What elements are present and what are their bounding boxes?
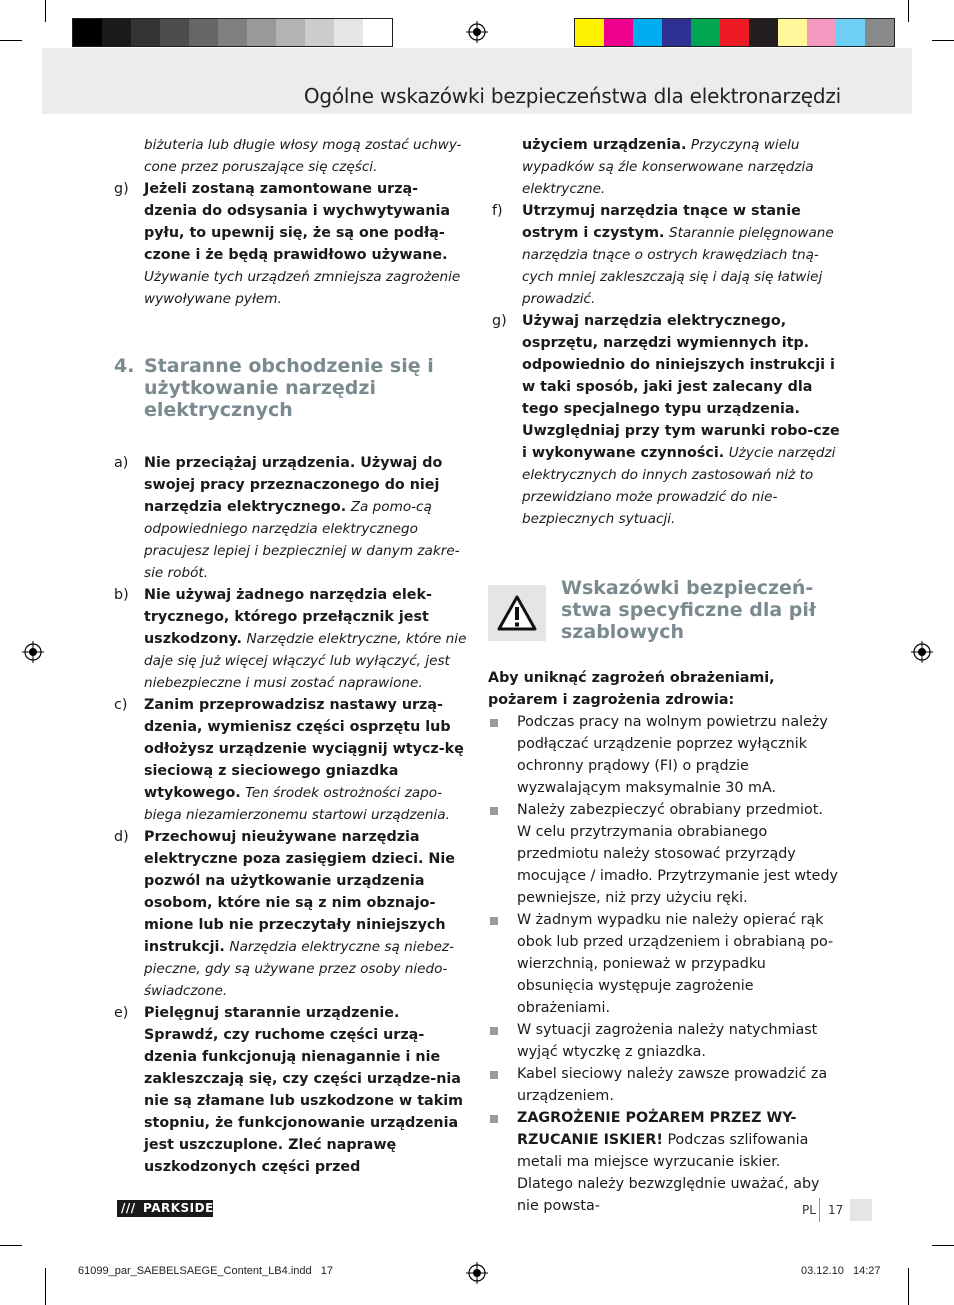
list-item-b	[110, 584, 470, 694]
footer-grey-box	[850, 1199, 872, 1221]
color-swatch	[720, 19, 749, 46]
intro-paragraph: Aby uniknąć zagrożeń obrażeniami, pożarem i zagrożenia zdrowia:	[488, 670, 775, 708]
color-swatch	[865, 19, 894, 46]
bullet-square-icon	[490, 719, 498, 727]
item-bold-text: Przechowuj nieużywane narzędzia elektryczne poza zasięgiem dzieci. Nie pozwól na użytkowanie urządzenia osobom, które nie są z nim obznajo-mione lub nie przeczytały niniejszych instrukcji.	[144, 829, 455, 955]
slug-date: 03.12.10 14:27	[801, 1265, 881, 1277]
bullet-square-icon	[490, 807, 498, 815]
registration-mark-icon	[466, 1262, 488, 1284]
bullet-item	[488, 1063, 840, 1107]
crop-mark	[0, 40, 22, 41]
bullet-text: Podczas szlifowania metali ma miejsce wyrzucanie iskier. Dlatego należy bezwzględnie uważać, aby nie powsta-	[517, 1132, 820, 1214]
parkside-logo	[117, 1200, 213, 1217]
color-swatch	[276, 19, 305, 46]
crop-mark	[0, 1245, 22, 1246]
logo-text: PARKSIDE	[143, 1201, 214, 1215]
item-italic-text: Ten środek ostrożności zapo-biega niezamierzonemu startowi urządzenia.	[144, 785, 450, 823]
item-italic-text: Narzędzia elektryczne są niebez-pieczne, gdy są używane przez osoby niedo-świadczone.	[144, 939, 454, 999]
color-swatch	[73, 19, 102, 46]
slug-filename: 61099_par_SAEBELSAEGE_Content_LB4.indd 17	[78, 1265, 334, 1277]
footer-divider	[819, 1198, 820, 1222]
color-swatch	[691, 19, 720, 46]
color-swatch	[305, 19, 334, 46]
page-title: Ogólne wskazówki bezpieczeństwa dla elektronarzędzi	[303, 84, 841, 108]
color-swatch	[160, 19, 189, 46]
bullet-item	[488, 711, 840, 799]
list-item-f	[488, 200, 840, 310]
logo-slashes: ///	[121, 1201, 136, 1215]
color-swatch	[218, 19, 247, 46]
list-item-g	[110, 178, 470, 310]
list-item-e-continued	[488, 134, 840, 200]
list-item-c	[110, 694, 470, 826]
item-bold-text: Utrzymuj narzędzia tnące w stanie ostrym i czystym.	[522, 203, 801, 241]
bullet-text: W żadnym wypadku nie należy opierać rąk obok lub przed urządzeniem i obrabianą po-wierzchnią, ponieważ w przypadku obsunięcia występuje zagrożenie obrażeniami.	[517, 912, 834, 1016]
bullet-list	[488, 711, 840, 1217]
color-swatch	[189, 19, 218, 46]
item-label: d)	[114, 829, 129, 845]
item-bold-text: użyciem urządzenia.	[522, 137, 687, 153]
color-swatch	[633, 19, 662, 46]
item-italic-text: Używanie tych urządzeń zmniejsza zagrożenie wywoływane pyłem.	[144, 269, 461, 307]
bullet-square-icon	[490, 917, 498, 925]
item-label: f)	[492, 203, 503, 219]
item-bold-text: Nie przeciążaj urządzenia. Używaj do swojej pracy przeznaczonego do niej narzędzia elektrycznego.	[144, 455, 443, 515]
item-bold-text: Jeżeli zostaną zamontowane urzą-dzenia do odsysania i wychwytywania pyłu, to upewnij się, że są one podłą-czone i że będą prawidłowo używane.	[144, 181, 451, 263]
item-italic-text: Narzędzie elektryczne, które nie daje się już więcej włączyć lub wyłączyć, jest niebezpieczne i musi zostać naprawione.	[144, 631, 467, 691]
bullet-text: Kabel sieciowy należy zawsze prowadzić za urządzeniem.	[517, 1066, 828, 1104]
bullet-item	[488, 799, 840, 909]
color-swatch	[334, 19, 363, 46]
item-italic-text: Starannie pielęgnowane narzędzia tnące o ostrych krawędziach tną-cych mniej zakleszczają się i dają się łatwiej prowadzić.	[522, 225, 834, 307]
right-column	[488, 134, 840, 1217]
item-label: g)	[492, 313, 507, 329]
bullet-square-icon	[490, 1071, 498, 1079]
registration-mark-icon	[911, 641, 933, 663]
bullet-item	[488, 909, 840, 1019]
crop-mark	[932, 40, 954, 41]
list-item	[110, 134, 470, 178]
crop-mark	[45, 0, 46, 22]
item-label: g)	[114, 181, 129, 197]
item-label: a)	[114, 455, 129, 471]
item-bold-text: Pielęgnuj starannie urządzenie. Sprawdź, czy ruchome części urzą-dzenia funkcjonują nienagannie i nie zakleszczają się, czy części urządze-nia nie są złamane lub uszkodzone w takim stopniu, że funkcjonowanie urządzenia jest uszczuplone. Zleć naprawę uszkodzonych części przed	[144, 1005, 464, 1175]
color-swatch	[131, 19, 160, 46]
bullet-text: Należy zabezpieczyć obrabiany przedmiot. W celu przytrzymania obrabianego przedmiotu należy stosować przyrządy mocujące / imadło. Przytrzymanie jest wtedy pewniejsze, niż przy użyciu ręki.	[517, 802, 838, 906]
color-swatch	[604, 19, 633, 46]
color-swatch	[662, 19, 691, 46]
bullet-text: W sytuacji zagrożenia należy natychmiast wyjąć wtyczkę z gniazdka.	[517, 1022, 818, 1060]
greyscale-bar	[72, 18, 393, 47]
item-italic-text: Za pomo-cą odpowiedniego narzędzia elektrycznego pracujesz lepiej i bezpieczniej w danym zakre-sie robót.	[144, 499, 460, 581]
bullet-item	[488, 1107, 840, 1217]
section-title: Staranne obchodzenie się i użytkowanie narzędzi elektrycznych	[144, 355, 434, 421]
item-label: e)	[114, 1005, 129, 1021]
item-bold-text: Zanim przeprowadzisz nastawy urzą-dzenia, wymienisz części osprzętu lub odłożysz urządzenie wyciągnij wtycz-kę sieciową z sieciowego gniazdka wtykowego.	[144, 697, 464, 801]
item-bold-text: Nie używaj żadnego narzędzia elek-trycznego, którego przełącznik jest uszkodzony.	[144, 587, 432, 647]
bullet-square-icon	[490, 1115, 498, 1123]
list-item-a	[110, 452, 470, 584]
item-label: c)	[114, 697, 128, 713]
color-swatch	[836, 19, 865, 46]
crop-mark	[908, 0, 909, 22]
color-swatch	[749, 19, 778, 46]
crop-mark	[908, 1268, 909, 1305]
registration-mark-icon	[466, 21, 488, 43]
bullet-text: Podczas pracy na wolnym powietrzu należy podłączać urządzenie poprzez wyłącznik ochronny prądowy (FI) o prądzie wyzwalającym maksymalnie 30 mA.	[517, 714, 828, 796]
crop-mark	[45, 1268, 46, 1305]
list-item-g	[488, 310, 840, 530]
bullet-bold-text: ZAGROŻENIE POŻAREM PRZEZ WY-RZUCANIE ISKIER!	[517, 1110, 797, 1148]
registration-mark-icon	[22, 641, 44, 663]
color-swatch	[102, 19, 131, 46]
color-swatch	[363, 19, 392, 46]
item-italic-text: biżuteria lub długie włosy mogą zostać uchwy-cone przez poruszające się części.	[144, 137, 462, 175]
list-item-e	[110, 1002, 470, 1178]
color-swatch	[575, 19, 604, 46]
warning-heading-block	[488, 577, 840, 667]
left-column	[110, 134, 470, 1178]
color-swatch	[807, 19, 836, 46]
section-number: 4.	[114, 355, 135, 377]
warning-triangle-icon	[488, 585, 546, 641]
item-label: b)	[114, 587, 129, 603]
item-italic-text: Użycie narzędzi elektrycznych do innych zastosowań niż to przewidziano może prowadzić do nie-bezpiecznych sytuacji.	[522, 445, 836, 527]
crop-mark	[932, 1245, 954, 1246]
process-color-bar	[574, 18, 895, 47]
list-item-d	[110, 826, 470, 1002]
item-italic-text: Przyczyną wielu wypadków są źle konserwowane narzędzia elektryczne.	[522, 137, 814, 197]
warning-section-title: Wskazówki bezpieczeń-stwa specyficzne dla pił szablowych	[561, 577, 816, 643]
color-swatch	[778, 19, 807, 46]
bullet-item	[488, 1019, 840, 1063]
bullet-square-icon	[490, 1027, 498, 1035]
color-swatch	[247, 19, 276, 46]
item-bold-text: Używaj narzędzia elektrycznego, osprzętu, narzędzi wymiennych itp. odpowiednio do niniejszych instrukcji i w taki sposób, jaki jest zalecany dla tego specjalnego typu urządzenia. Uwzględniaj przy tym warunki robo-cze i wykonywane czynności.	[522, 313, 840, 461]
section-heading	[110, 355, 470, 421]
language-code: PL	[802, 1203, 816, 1217]
page-number: 17	[828, 1203, 844, 1217]
